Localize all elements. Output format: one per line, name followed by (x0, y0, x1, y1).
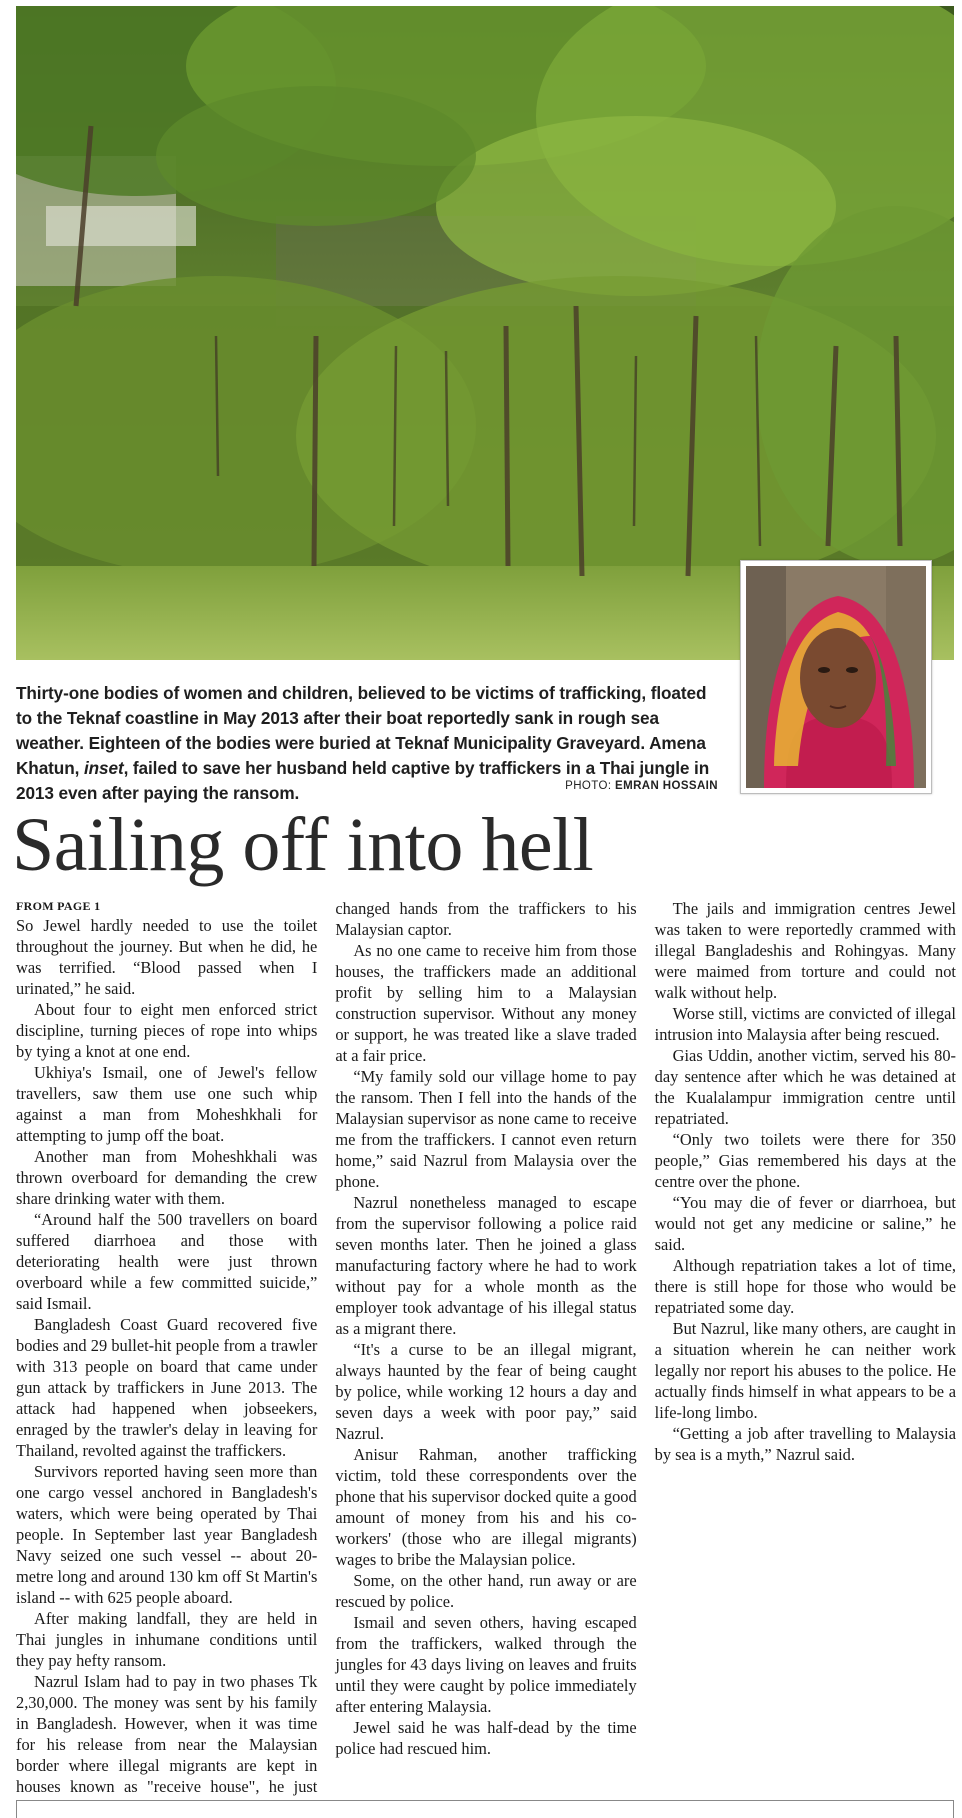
caption-text-part1: Thirty-one bodies of women and children, believed to be victims of trafficking, floated to the Teknaf coastline in May 2013 after their boat reportedly sank in rough sea weather. Eighteen of the bodies were buried at Teknaf Municipality Graveyard. Amena Khatun, (16, 683, 707, 778)
jump-label: FROM PAGE 1 (16, 899, 101, 913)
article-paragraph: Ukhiya's Ismail, one of Jewel's fellow travellers, saw them use one such whip against a man from Moheshkhali for attempting to jump off the boat. (16, 1063, 318, 1145)
article-paragraph: “Only two toilets were there for 350 people,” Gias remembered his days at the centre over the phone. (654, 1130, 956, 1191)
article-paragraph: “You may die of fever or diarrhoea, but would not get any medicine or saline,” he said. (654, 1193, 956, 1254)
article-headline: Sailing off into hell (12, 803, 594, 887)
article-paragraph: Gias Uddin, another victim, served his 80-day sentence after which he was detained at the Kualalampur immigration centre until repatriated. (654, 1046, 956, 1128)
article-paragraph: About four to eight men enforced strict discipline, turning pieces of rope into whips by tying a knot at one end. (16, 1000, 318, 1061)
article-paragraph: But Nazrul, like many others, are caught in a situation wherein he can neither work legally nor report his abuses to the police. He actually finds himself in what appears to be a life-long limbo. (654, 1319, 956, 1422)
article-paragraph: Some, on the other hand, run away or are rescued by police. (335, 1571, 637, 1611)
article-paragraph: Nazrul nonetheless managed to escape from the supervisor following a police raid seven months later. Then he joined a glass manufacturing factory where he had to work without pay for a whole month as the employer took advantage of his illegal status as a migrant there. (335, 1193, 637, 1338)
article-paragraph: Survivors reported having seen more than one cargo vessel anchored in Bangladesh's waters, which were being operated by Thai people. In September last year Bangladesh Navy seized one such vessel -- about 20-metre long and around 130 km off St Martin's island -- with 625 people aboard. (16, 1462, 318, 1607)
credit-name: EMRAN HOSSAIN (615, 780, 718, 792)
inset-portrait-amena-khatun (740, 560, 932, 794)
article-paragraph: Anisur Rahman, another trafficking victim, told these correspondents over the phone that his supervisor docked quite a good amount of money from his and his co-workers' (those who are illegal migrants) wages to bribe the Malaysian police. (335, 1445, 637, 1569)
article-paragraph: Worse still, victims are convicted of illegal intrusion into Malaysia after being rescued. (654, 1004, 956, 1044)
article-paragraph: Bangladesh Coast Guard recovered five bodies and 29 bullet-hit people from a trawler with 313 people on board that came under gun attack by traffickers in June 2013. The attack had happened when jobseekers, enraged by the trawler's delay in leaving for Thailand, revolted against the traffickers. (16, 1315, 318, 1460)
article-paragraph: Another man from Moheshkhali was thrown overboard for demanding the crew share drinking water with them. (16, 1147, 318, 1208)
article-paragraph: Nazrul Islam had to pay in two phases Tk 2,30,000. The money was sent by his family in Bangladesh. However, when it was time for his release from near the Malaysian border where illegal migrants are kept in houses known as "receive house", he just changed hands from the traffickers to his Malaysian captor. (16, 899, 637, 1796)
article-paragraph: The jails and immigration centres Jewel was taken to were reportedly crammed with illegal Bangladeshis and Rohingyas. Many were maimed from torture and could not walk without help. (654, 899, 956, 1002)
caption-text-part2: , failed to save her husband held captive by traffickers in a Thai jungle in 2013 even after paying the ransom. (16, 758, 710, 803)
article-paragraph: “Getting a job after travelling to Malaysia by sea is a myth,” Nazrul said. (654, 1424, 956, 1464)
article-paragraph: “Around half the 500 travellers on board suffered diarrhoea and those with deteriorating health were just thrown overboard while a few committed suicide,” said Ismail. (16, 1210, 318, 1313)
credit-label: PHOTO: (565, 780, 612, 792)
portrait-image (746, 566, 926, 788)
article-body (16, 898, 956, 1798)
article-paragraph: Ismail and seven others, having escaped from the traffickers, walked through the jungles for 43 days living on leaves and fruits until they were caught by police immediately after entering Malaysia. (335, 1613, 637, 1716)
article-paragraph: Jewel said he was half-dead by the time police had rescued him. (335, 1718, 637, 1758)
article-paragraph: “It's a curse to be an illegal migrant, always haunted by the fear of being caught by police, while working 12 hours a day and seven days a week with poor pay,” said Nazrul. (335, 1340, 637, 1443)
article-paragraph: After making landfall, they are held in Thai jungles in inhumane conditions until they pay hefty ransom. (16, 1609, 318, 1670)
photo-credit (540, 780, 718, 792)
article-paragraph: As no one came to receive him from those houses, the traffickers made an additional profit by selling him to a Malaysian construction supervisor. Without any money or support, he was treated like a slave traded at a fair price. (335, 941, 637, 1065)
caption-inset-word: inset (83, 758, 124, 778)
article-paragraph: “My family sold our village home to pay the ransom. Then I fell into the hands of the Malaysian supervisor as none came to receive me from the traffickers. I cannot even return home,” said Nazrul from Malaysia over the phone. (335, 1067, 637, 1191)
bottom-border-rule (16, 1800, 954, 1818)
article-paragraph: So Jewel hardly needed to use the toilet throughout the journey. But when he did, he was terrified. “Blood passed when I urinated,” he said. (16, 916, 318, 998)
article-paragraph: Although repatriation takes a lot of time, there is still hope for those who would be repatriated some day. (654, 1256, 956, 1317)
